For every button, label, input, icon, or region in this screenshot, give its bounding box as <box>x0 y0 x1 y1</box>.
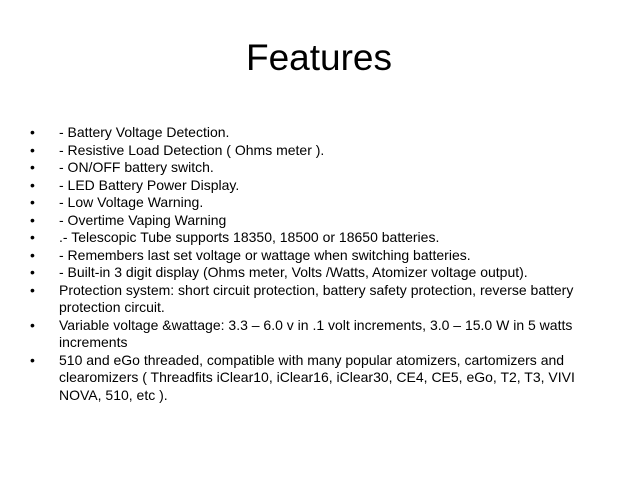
bullet-icon: • <box>30 159 35 175</box>
list-item <box>30 352 630 405</box>
bullet-icon: • <box>30 264 35 280</box>
bullet-icon: • <box>30 124 35 140</box>
list-item-text: Protection system: short circuit protection, battery safety protection, reverse battery protection circuit. <box>59 281 574 315</box>
list-item <box>30 159 630 177</box>
list-item-text: 510 and eGo threaded, compatible with many popular atomizers, cartomizers and clearomizers ( Threadfits iClear10, iClear16, iClear30, CE4, CE5, eGo, T2, T3, VIVI NOVA, 510, etc ). <box>59 351 575 403</box>
features-list <box>30 124 630 404</box>
list-item-text: - Built-in 3 digit display (Ohms meter, Volts /Watts, Atomizer voltage output). <box>59 264 528 280</box>
list-item <box>30 317 630 352</box>
bullet-icon: • <box>30 229 35 245</box>
list-item-text: .- Telescopic Tube supports 18350, 18500 or 18650 batteries. <box>59 229 440 245</box>
bullet-icon: • <box>30 211 35 228</box>
bullet-icon: • <box>30 281 35 298</box>
list-item-text: - Low Voltage Warning. <box>59 194 204 210</box>
list-item <box>30 229 630 247</box>
list-item-text: - Remembers last set voltage or wattage when switching batteries. <box>59 246 471 263</box>
list-item <box>30 177 630 195</box>
list-item-text: - Resistive Load Detection ( Ohms meter ). <box>59 141 325 158</box>
list-item-text: - ON/OFF battery switch. <box>59 159 214 175</box>
list-item <box>30 282 630 317</box>
list-item-text: - LED Battery Power Display. <box>59 176 240 193</box>
bullet-icon: • <box>30 246 35 263</box>
slide-title: Features <box>245 37 392 78</box>
bullet-icon: • <box>30 194 35 210</box>
list-item <box>30 247 630 265</box>
list-item <box>30 264 630 282</box>
bullet-icon: • <box>30 176 35 193</box>
list-item-text: Variable voltage &wattage: 3.3 – 6.0 v in .1 volt increments, 3.0 – 15.0 W in 5 watts increments <box>59 316 573 350</box>
list-item <box>30 212 630 230</box>
bullet-icon: • <box>30 141 35 158</box>
list-item <box>30 124 630 142</box>
list-item <box>30 194 630 212</box>
bullet-icon: • <box>30 316 35 333</box>
list-item <box>30 142 630 160</box>
list-item-text: - Overtime Vaping Warning <box>59 211 227 228</box>
bullet-icon: • <box>30 351 35 368</box>
list-item-text: - Battery Voltage Detection. <box>59 124 230 140</box>
